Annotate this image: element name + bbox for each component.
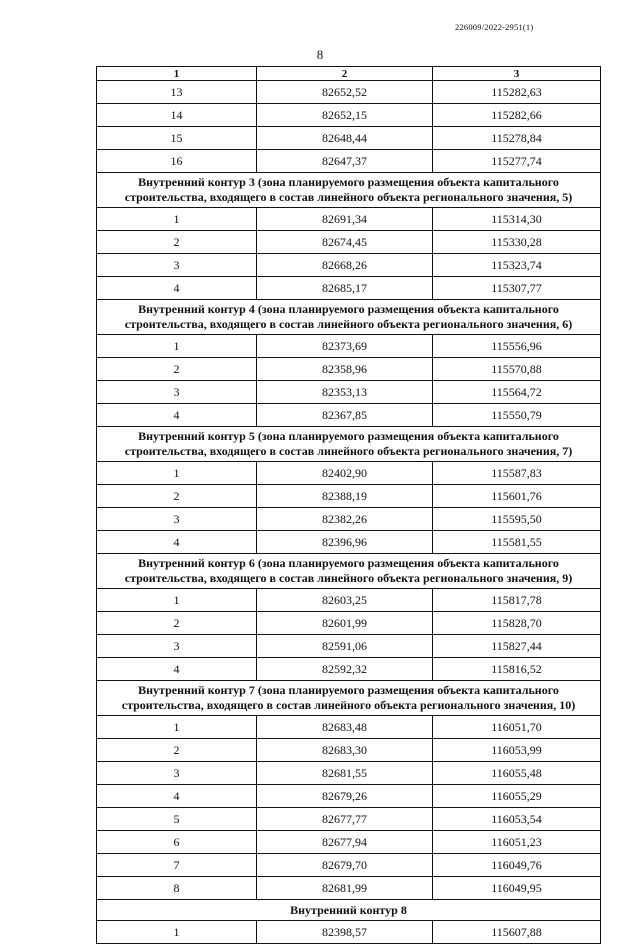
table-row [97,589,601,612]
point-number-cell: 4 [97,404,257,427]
y-coordinate-cell: 115816,52 [433,658,601,681]
x-coordinate-cell: 82367,85 [257,404,433,427]
table-row [97,531,601,554]
x-coordinate-cell: 82668,26 [257,254,433,277]
table-row [97,208,601,231]
table-row [97,877,601,900]
point-number-cell: 3 [97,508,257,531]
table-header-row [97,67,601,81]
table-row [97,381,601,404]
x-coordinate-cell: 82679,70 [257,854,433,877]
document-id: 226009/2022-2951(1) [455,22,534,32]
table-row [97,127,601,150]
table-row [97,277,601,300]
contour-title: Внутренний контур 3 (зона планируемого размещения объекта капитального строительства, входящего в состав линейного объекта регионального значения, 5) [97,173,601,208]
page-number: 8 [316,47,324,62]
point-number-cell: 2 [97,358,257,381]
point-number-cell: 1 [97,921,257,944]
table-row [97,635,601,658]
x-coordinate-cell: 82647,37 [257,150,433,173]
table-row [97,462,601,485]
x-coordinate-cell: 82353,13 [257,381,433,404]
point-number-cell: 3 [97,381,257,404]
x-coordinate-cell: 82652,15 [257,104,433,127]
column-header: 3 [433,67,601,81]
point-number-cell: 4 [97,277,257,300]
y-coordinate-cell: 115581,55 [433,531,601,554]
y-coordinate-cell: 115307,77 [433,277,601,300]
point-number-cell: 1 [97,208,257,231]
table-row [97,254,601,277]
contour-title: Внутренний контур 4 (зона планируемого размещения объекта капитального строительства, входящего в состав линейного объекта регионального значения, 6) [97,300,601,335]
x-coordinate-cell: 82382,26 [257,508,433,531]
x-coordinate-cell: 82679,26 [257,785,433,808]
contour-section-row [97,300,601,335]
x-coordinate-cell: 82592,32 [257,658,433,681]
column-header: 1 [97,67,257,81]
y-coordinate-cell: 115828,70 [433,612,601,635]
y-coordinate-cell: 115323,74 [433,254,601,277]
x-coordinate-cell: 82677,77 [257,808,433,831]
x-coordinate-cell: 82358,96 [257,358,433,381]
x-coordinate-cell: 82591,06 [257,635,433,658]
point-number-cell: 16 [97,150,257,173]
x-coordinate-cell: 82373,69 [257,335,433,358]
table-row [97,831,601,854]
contour-section-row [97,900,601,921]
contour-title: Внутренний контур 7 (зона планируемого размещения объекта капитального строительства, входящего в состав линейного объекта регионального значения, 10) [97,681,601,716]
y-coordinate-cell: 116053,99 [433,739,601,762]
point-number-cell: 1 [97,335,257,358]
table-row [97,508,601,531]
table-row [97,762,601,785]
x-coordinate-cell: 82603,25 [257,589,433,612]
y-coordinate-cell: 116049,95 [433,877,601,900]
y-coordinate-cell: 115314,30 [433,208,601,231]
table-row [97,150,601,173]
table-row [97,104,601,127]
point-number-cell: 2 [97,612,257,635]
contour-section-row [97,554,601,589]
point-number-cell: 4 [97,658,257,681]
y-coordinate-cell: 115282,63 [433,81,601,104]
y-coordinate-cell: 115607,88 [433,921,601,944]
point-number-cell: 4 [97,785,257,808]
y-coordinate-cell: 116055,29 [433,785,601,808]
table-row [97,81,601,104]
y-coordinate-cell: 115282,66 [433,104,601,127]
point-number-cell: 2 [97,485,257,508]
y-coordinate-cell: 115564,72 [433,381,601,404]
y-coordinate-cell: 115330,28 [433,231,601,254]
x-coordinate-cell: 82691,34 [257,208,433,231]
column-header: 2 [257,67,433,81]
point-number-cell: 2 [97,739,257,762]
table-row [97,716,601,739]
point-number-cell: 1 [97,462,257,485]
table-row [97,612,601,635]
y-coordinate-cell: 115827,44 [433,635,601,658]
point-number-cell: 8 [97,877,257,900]
x-coordinate-cell: 82685,17 [257,277,433,300]
x-coordinate-cell: 82652,52 [257,81,433,104]
contour-section-row [97,681,601,716]
point-number-cell: 13 [97,81,257,104]
coordinates-table [96,66,601,944]
point-number-cell: 1 [97,716,257,739]
y-coordinate-cell: 116049,76 [433,854,601,877]
table-row [97,358,601,381]
x-coordinate-cell: 82398,57 [257,921,433,944]
contour-title: Внутренний контур 6 (зона планируемого размещения объекта капитального строительства, входящего в состав линейного объекта регионального значения, 9) [97,554,601,589]
point-number-cell: 6 [97,831,257,854]
x-coordinate-cell: 82677,94 [257,831,433,854]
point-number-cell: 2 [97,231,257,254]
contour-section-row [97,173,601,208]
y-coordinate-cell: 116055,48 [433,762,601,785]
point-number-cell: 7 [97,854,257,877]
contour-title: Внутренний контур 5 (зона планируемого размещения объекта капитального строительства, входящего в состав линейного объекта регионального значения, 7) [97,427,601,462]
y-coordinate-cell: 115550,79 [433,404,601,427]
x-coordinate-cell: 82674,45 [257,231,433,254]
contour-title: Внутренний контур 8 [97,900,601,921]
table-row [97,785,601,808]
point-number-cell: 3 [97,762,257,785]
point-number-cell: 15 [97,127,257,150]
y-coordinate-cell: 115587,83 [433,462,601,485]
y-coordinate-cell: 116051,70 [433,716,601,739]
y-coordinate-cell: 116051,23 [433,831,601,854]
point-number-cell: 3 [97,635,257,658]
table-row [97,739,601,762]
table-row [97,404,601,427]
point-number-cell: 1 [97,589,257,612]
table-row [97,854,601,877]
x-coordinate-cell: 82683,48 [257,716,433,739]
x-coordinate-cell: 82681,55 [257,762,433,785]
y-coordinate-cell: 115278,84 [433,127,601,150]
x-coordinate-cell: 82648,44 [257,127,433,150]
y-coordinate-cell: 115570,88 [433,358,601,381]
point-number-cell: 14 [97,104,257,127]
y-coordinate-cell: 115556,96 [433,335,601,358]
table-row [97,658,601,681]
contour-section-row [97,427,601,462]
y-coordinate-cell: 116053,54 [433,808,601,831]
x-coordinate-cell: 82388,19 [257,485,433,508]
x-coordinate-cell: 82402,90 [257,462,433,485]
table-row [97,335,601,358]
point-number-cell: 3 [97,254,257,277]
y-coordinate-cell: 115817,78 [433,589,601,612]
y-coordinate-cell: 115595,50 [433,508,601,531]
table-row [97,231,601,254]
table-row [97,485,601,508]
x-coordinate-cell: 82396,96 [257,531,433,554]
y-coordinate-cell: 115277,74 [433,150,601,173]
point-number-cell: 4 [97,531,257,554]
x-coordinate-cell: 82601,99 [257,612,433,635]
y-coordinate-cell: 115601,76 [433,485,601,508]
x-coordinate-cell: 82681,99 [257,877,433,900]
x-coordinate-cell: 82683,30 [257,739,433,762]
table-row [97,808,601,831]
table-row [97,921,601,944]
point-number-cell: 5 [97,808,257,831]
